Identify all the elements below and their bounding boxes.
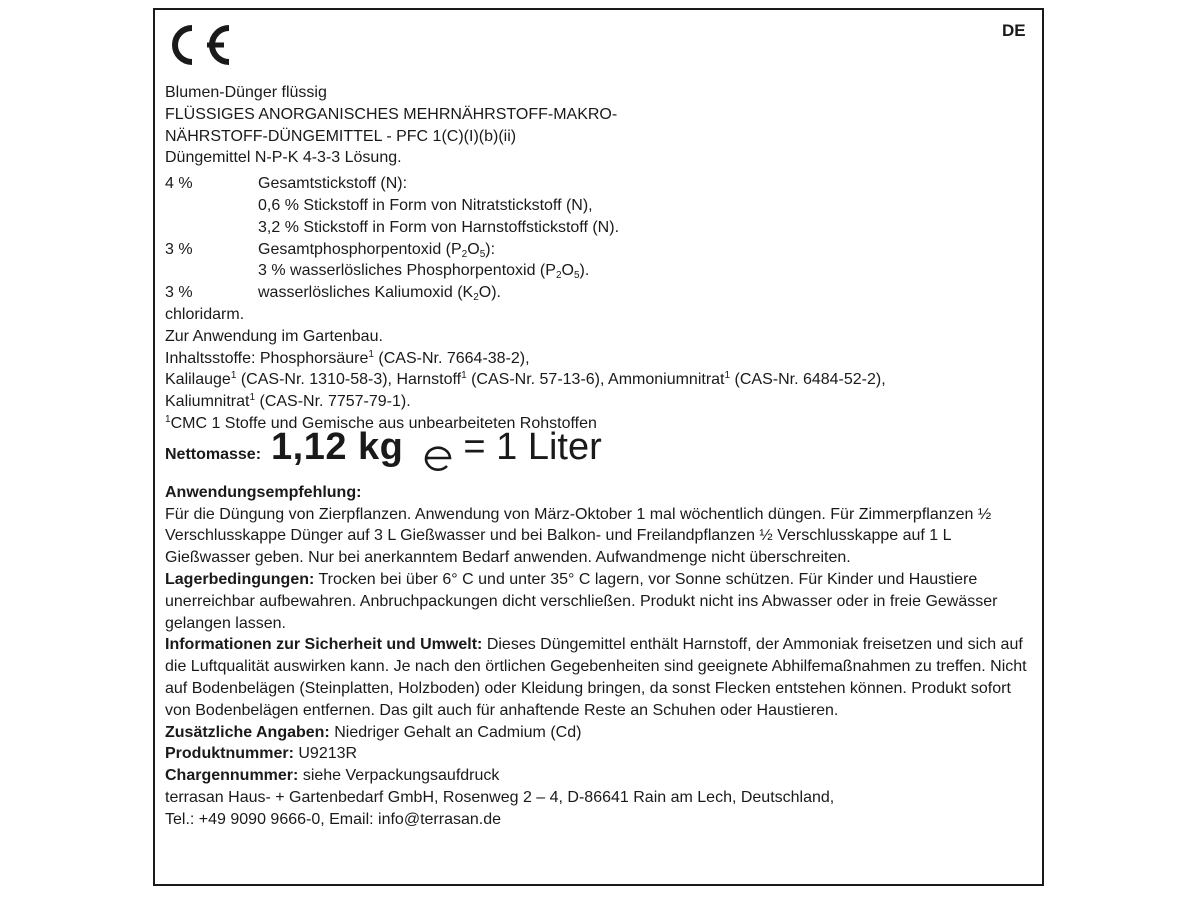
net-mass-value: 1,12 kg bbox=[271, 425, 404, 468]
recommendation-text: Für die Düngung von Zierpflanzen. Anwendung von März-Oktober 1 mal wöchentlich düngen. Für Zimmerpflanzen ½ Verschlusskappe Dünger auf 3 L Gießwasser und bei Balkon- und Freilandpflanzen ½ Verschlusskappe auf 1 L Gießwasser geben. Nur bei anerkanntem Bedarf anwenden. Aufwandmenge nicht überschreiten. bbox=[165, 505, 992, 567]
product-number-heading: Produktnummer: bbox=[165, 745, 294, 763]
safety-text: Dieses Düngemittel enthält Harnstoff, der Ammoniak freisetzen und sich auf die Luftqualität auswirken kann. Je nach den örtlichen Gegebenheiten sind geeignete Abhilfemaßnahmen zu treffen. Nicht auf Bodenbelägen (Steinplatten, Holzboden) oder Kleidung bringen, da sonst Flecken entstehen können. Produkt sofort von Bodenbelägen entfernen. Das gilt auch für anhaftende Reste an Schuhen oder Haustieren. bbox=[165, 636, 1027, 719]
nutrient-row-k bbox=[165, 282, 1037, 304]
nitrate-nitrogen: 0,6 % Stickstoff in Form von Nitratstickstoff (N), bbox=[258, 196, 593, 214]
net-quantity bbox=[165, 425, 1037, 479]
chloride-note: chloridarm. bbox=[165, 305, 245, 323]
nutrient-row-p bbox=[165, 239, 1037, 261]
potassium-percent: 3 % bbox=[165, 284, 193, 302]
phosphorus-label: Gesamtphosphorpentoxid $(P_2O_5)$: bbox=[258, 240, 496, 260]
label-content bbox=[165, 82, 1037, 831]
safety-section bbox=[165, 634, 1037, 721]
net-volume-value: = 1 Liter bbox=[463, 425, 602, 468]
recommendation-heading: Anwendungsempfehlung: bbox=[165, 483, 362, 501]
ingredients-line-3: Kaliumnitrat$^1$ (CAS-Nr. 7757-79-1). bbox=[165, 392, 411, 411]
classification-line-1: FLÜSSIGES ANORGANISCHES MEHRNÄHRSTOFF-MAKRO- bbox=[165, 105, 618, 123]
language-code: DE bbox=[1002, 21, 1026, 40]
classification-line-2: NÄHRSTOFF-DÜNGEMITTEL - PFC 1(C)(I)(b)(ii) bbox=[165, 127, 517, 145]
product-number-value: U9213R bbox=[298, 745, 358, 763]
storage-heading: Lagerbedingungen: bbox=[165, 570, 315, 588]
nutrient-row-n bbox=[165, 173, 1037, 195]
ce-mark-icon bbox=[163, 22, 233, 68]
storage-text: Trocken bei über 6° C und unter 35° C lagern, vor Sonne schützen. Für Kinder und Haustiere unerreichbar aufbewahren. Anbruchpackungen dicht verschließen. Produkt nicht ins Abwasser oder in freie Gewässer gelangen lassen. bbox=[165, 570, 998, 632]
soluble-phosphorus: 3 % wasserlösliches Phosphorpentoxid $(P_2O_5)$. bbox=[258, 262, 590, 282]
safety-heading: Informationen zur Sicherheit und Umwelt: bbox=[165, 636, 483, 654]
product-name: Blumen-Dünger flüssig bbox=[165, 84, 327, 101]
fertilizer-type: Düngemittel N-P-K 4-3-3 Lösung. bbox=[165, 149, 402, 167]
usage-scope: Zur Anwendung im Gartenbau. bbox=[165, 327, 383, 345]
e-mark-icon bbox=[423, 445, 455, 471]
recommendation-section bbox=[165, 482, 1037, 569]
batch-number-section bbox=[165, 765, 1037, 787]
ingredients-footnote: $^1$CMC 1 Stoffe und Gemische aus unbearbeiteten Rohstoffen bbox=[165, 413, 597, 432]
additional-heading: Zusätzliche Angaben: bbox=[165, 723, 330, 741]
potassium-label: wasserlösliches Kaliumoxid $(K_2O)$. bbox=[258, 284, 501, 304]
phosphorus-percent: 3 % bbox=[165, 240, 193, 258]
ingredients-line-2: Kalilauge$^1$ (CAS-Nr. 1310-58-3), Harnstoff$^1$ (CAS-Nr. 57-13-6), Ammoniumnitrat$^1$ (CAS-Nr. 6484-52-2), bbox=[165, 370, 886, 389]
manufacturer-contact: Tel.: +49 9090 9666-0, Email: info@terrasan.de bbox=[165, 810, 501, 828]
manufacturer-address: terrasan Haus- + Gartenbedarf GmbH, Rosenweg 2 – 4, D-86641 Rain am Lech, Deutschland, bbox=[165, 788, 835, 806]
ingredients-line-1: Inhaltsstoffe: Phosphorsäure$^1$ (CAS-Nr. 7664-38-2), bbox=[165, 348, 530, 367]
net-mass-label: Nettomasse: bbox=[165, 445, 262, 463]
additional-section bbox=[165, 722, 1037, 744]
nitrogen-percent: 4 % bbox=[165, 175, 193, 193]
additional-text: Niedriger Gehalt an Cadmium (Cd) bbox=[334, 723, 582, 741]
batch-number-value: siehe Verpackungsaufdruck bbox=[302, 767, 500, 785]
batch-number-heading: Chargennummer: bbox=[165, 767, 299, 785]
nitrogen-label: Gesamtstickstoff (N): bbox=[258, 175, 408, 193]
storage-section bbox=[165, 569, 1037, 634]
product-number-section bbox=[165, 743, 1037, 765]
urea-nitrogen: 3,2 % Stickstoff in Form von Harnstoffstickstoff (N). bbox=[258, 218, 620, 236]
